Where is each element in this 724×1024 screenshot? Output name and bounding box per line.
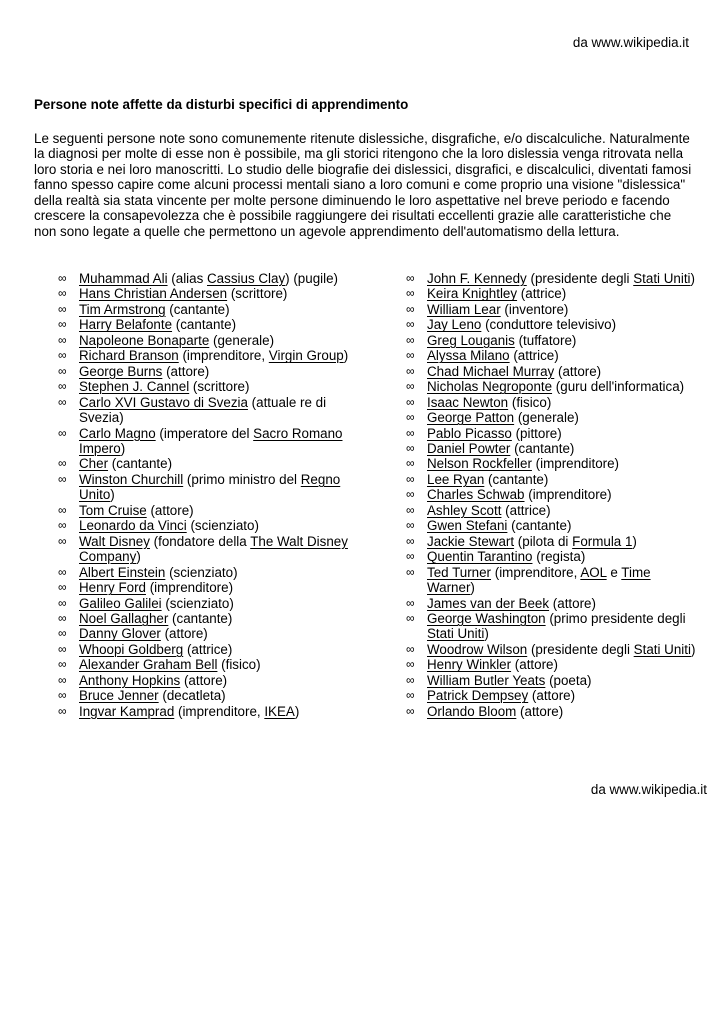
item-description: (generale) bbox=[209, 332, 275, 348]
item-description: (guru dell'informatica) bbox=[552, 379, 685, 395]
item-description: (imprenditore, bbox=[491, 564, 581, 580]
wiki-link[interactable]: Chad Michael Murray bbox=[427, 363, 555, 379]
list-item bbox=[406, 657, 696, 672]
list-item bbox=[58, 626, 353, 641]
item-description: ) bbox=[136, 549, 141, 565]
item-description: ) bbox=[690, 271, 695, 286]
wiki-link[interactable]: Charles Schwab bbox=[427, 487, 525, 503]
wiki-link[interactable]: Hans Christian Andersen bbox=[79, 286, 228, 302]
wiki-link[interactable]: Stati Uniti bbox=[633, 641, 691, 657]
bullet-icon: ∞ bbox=[58, 610, 67, 625]
item-description: ) bbox=[484, 626, 489, 642]
item-description: (fondatore della bbox=[149, 533, 251, 549]
item-description: (regista) bbox=[532, 549, 586, 565]
wiki-link[interactable]: John F. Kennedy bbox=[427, 271, 527, 286]
wiki-link[interactable]: Albert Einstein bbox=[79, 564, 166, 580]
bullet-icon: ∞ bbox=[406, 564, 415, 579]
item-description: (attore) bbox=[160, 626, 208, 642]
item-description: ) bbox=[690, 641, 696, 657]
item-description: (attore) bbox=[516, 703, 564, 719]
wiki-link[interactable]: Isaac Newton bbox=[427, 394, 509, 410]
item-description: (primo ministro del bbox=[183, 471, 301, 487]
bullet-icon: ∞ bbox=[406, 379, 415, 394]
item-description: (attrice) bbox=[183, 641, 233, 657]
item-description: (scrittore) bbox=[227, 286, 288, 302]
bullet-icon: ∞ bbox=[406, 672, 415, 687]
wiki-link[interactable]: The Walt Disney Company bbox=[79, 533, 348, 565]
list-item bbox=[406, 565, 696, 596]
bullet-icon: ∞ bbox=[58, 672, 67, 687]
bullet-icon: ∞ bbox=[58, 595, 67, 610]
bullet-icon: ∞ bbox=[406, 487, 415, 502]
bullet-icon: ∞ bbox=[406, 301, 415, 316]
wiki-link[interactable]: Greg Louganis bbox=[427, 332, 515, 348]
wiki-link[interactable]: Walt Disney bbox=[79, 533, 150, 549]
source-note-bottom: da www.wikipedia.it bbox=[590, 782, 707, 797]
list-item bbox=[58, 456, 353, 471]
item-description: (imprenditore) bbox=[145, 580, 234, 596]
bullet-icon: ∞ bbox=[406, 518, 415, 533]
wiki-link[interactable]: Ingvar Kamprad bbox=[79, 703, 175, 719]
bullet-icon: ∞ bbox=[58, 317, 67, 332]
wiki-link[interactable]: Carlo XVI Gustavo di Svezia bbox=[79, 394, 248, 410]
bullet-icon: ∞ bbox=[406, 688, 415, 703]
bullet-icon: ∞ bbox=[58, 379, 67, 394]
list-item bbox=[406, 333, 696, 348]
list-item bbox=[58, 518, 353, 533]
item-description: (imprenditore) bbox=[531, 456, 620, 472]
item-description: (fisico) bbox=[508, 394, 552, 410]
item-description: ) bbox=[120, 440, 126, 456]
list-item bbox=[58, 657, 353, 672]
list-item bbox=[58, 395, 353, 426]
list-item bbox=[58, 426, 353, 457]
bullet-icon: ∞ bbox=[406, 348, 415, 363]
intro-paragraph: Le seguenti persone note sono comunemente ritenute dislessiche, disgrafiche, e/o discalculiche. Naturalmente la diagnosi per molte di esse non è possibile, ma gli storici ritengono che la loro dislessia venga ritrovata nella loro storia e nei loro manoscritti. Lo studio delle biografie dei dislessici, disgrafici, e discalculici, diventati famosi fanno spesso capire come alcuni processi mentali siano a loro comuni e come proprio una visione "dislessica" della realtà sia stata vincente per molte persone diminuendo le loro aspettative nel breve periodo e facendo crescere la consapevolezza che è possibile raggiungere dei risultati eccellenti grazie alle caratteristiche che non sono legate a quelle che permettono un agevole apprendimento dell'automatismo della lettura. bbox=[34, 131, 692, 239]
wiki-link[interactable]: Gwen Stefani bbox=[427, 518, 508, 534]
item-description: (attore) bbox=[162, 363, 210, 379]
list-item bbox=[406, 456, 696, 471]
item-description: (cantante) bbox=[510, 440, 575, 456]
item-description: (alias bbox=[167, 271, 208, 286]
list-item bbox=[406, 286, 696, 301]
list-item bbox=[406, 472, 696, 487]
bullet-icon: ∞ bbox=[58, 641, 67, 656]
item-description: (cantante) bbox=[165, 301, 230, 317]
list-item bbox=[58, 580, 353, 595]
bullet-icon: ∞ bbox=[406, 317, 415, 332]
bullet-icon: ∞ bbox=[58, 301, 67, 316]
bullet-icon: ∞ bbox=[58, 456, 67, 471]
bullet-icon: ∞ bbox=[58, 286, 67, 301]
list-item bbox=[406, 271, 696, 286]
bullet-icon: ∞ bbox=[406, 332, 415, 347]
bullet-icon: ∞ bbox=[406, 595, 415, 610]
item-description: (tuffatore) bbox=[514, 332, 577, 348]
wiki-link[interactable]: Alyssa Milano bbox=[427, 348, 510, 364]
item-description: (attuale re di Svezia) bbox=[79, 394, 327, 426]
wiki-link[interactable]: Lee Ryan bbox=[427, 471, 485, 487]
bullet-icon: ∞ bbox=[406, 363, 415, 378]
item-description: (imperatore del bbox=[155, 425, 254, 441]
list-item bbox=[406, 317, 696, 332]
wiki-link[interactable]: Jay Leno bbox=[427, 317, 482, 333]
item-description: ) (pugile) bbox=[285, 271, 338, 286]
wiki-link[interactable]: George Patton bbox=[427, 410, 515, 426]
item-description: (cantante) bbox=[108, 456, 173, 472]
list-item bbox=[406, 503, 696, 518]
bullet-icon: ∞ bbox=[406, 425, 415, 440]
list-item bbox=[406, 534, 696, 549]
wiki-link[interactable]: AOL bbox=[580, 564, 607, 580]
wiki-link[interactable]: William Butler Yeats bbox=[427, 672, 546, 688]
wiki-link[interactable]: Virgin Group bbox=[268, 348, 344, 364]
wiki-link[interactable]: Alexander Graham Bell bbox=[79, 657, 218, 673]
bullet-icon: ∞ bbox=[406, 271, 415, 285]
people-list-right bbox=[406, 271, 696, 719]
wiki-link[interactable]: Cher bbox=[79, 456, 109, 472]
item-description: (attrice) bbox=[509, 348, 559, 364]
people-list-left bbox=[58, 271, 353, 719]
item-description: (attore) bbox=[511, 657, 558, 673]
bullet-icon: ∞ bbox=[58, 502, 67, 517]
bullet-icon: ∞ bbox=[58, 580, 67, 595]
wiki-link[interactable]: Harry Belafonte bbox=[79, 317, 173, 333]
item-description: (imprenditore, bbox=[178, 348, 269, 364]
list-item bbox=[58, 688, 353, 703]
wiki-link[interactable]: Ted Turner bbox=[427, 564, 492, 580]
list-item bbox=[58, 596, 353, 611]
wiki-link[interactable]: Galileo Galilei bbox=[79, 595, 162, 611]
bullet-icon: ∞ bbox=[406, 456, 415, 471]
item-description: (attore) bbox=[554, 363, 602, 379]
item-description: (scienziato) bbox=[165, 564, 238, 580]
bullet-icon: ∞ bbox=[406, 703, 415, 718]
bullet-icon: ∞ bbox=[406, 394, 415, 409]
wiki-link[interactable]: Cassius Clay bbox=[207, 271, 286, 286]
wiki-link[interactable]: Daniel Powter bbox=[427, 440, 511, 456]
wiki-link[interactable]: Noel Gallagher bbox=[79, 610, 169, 626]
wiki-link[interactable]: Winston Churchill bbox=[79, 471, 184, 487]
wiki-link[interactable]: William Lear bbox=[427, 301, 501, 317]
item-description: (generale) bbox=[514, 410, 579, 426]
bullet-icon: ∞ bbox=[406, 410, 415, 425]
item-description: (presidente degli bbox=[526, 271, 634, 286]
item-description: (scrittore) bbox=[189, 379, 250, 395]
wiki-link[interactable]: Tom Cruise bbox=[79, 502, 147, 518]
wiki-link[interactable]: Stati Uniti bbox=[427, 626, 485, 642]
bullet-icon: ∞ bbox=[406, 533, 415, 548]
page-title: Persone note affette da disturbi specifici di apprendimento bbox=[34, 97, 409, 112]
bullet-icon: ∞ bbox=[58, 363, 67, 378]
wiki-link[interactable]: Sacro Romano Impero bbox=[79, 425, 343, 456]
list-item bbox=[406, 441, 696, 456]
item-description: (attrice) bbox=[517, 286, 567, 302]
wiki-link[interactable]: Jackie Stewart bbox=[427, 533, 515, 549]
list-item bbox=[406, 518, 696, 533]
item-description: (pittore) bbox=[511, 425, 562, 441]
wiki-link[interactable]: Patrick Dempsey bbox=[427, 688, 529, 704]
item-description: ) bbox=[470, 580, 475, 596]
wiki-link[interactable]: Muhammad Ali bbox=[79, 271, 168, 286]
item-description: (pilota di bbox=[514, 533, 573, 549]
list-item bbox=[406, 688, 696, 703]
list-item bbox=[58, 534, 353, 565]
wiki-link[interactable]: Whoopi Goldberg bbox=[79, 641, 184, 657]
bullet-icon: ∞ bbox=[406, 440, 415, 455]
bullet-icon: ∞ bbox=[406, 471, 415, 486]
item-description: (cantante) bbox=[172, 317, 237, 333]
bullet-icon: ∞ bbox=[58, 564, 67, 579]
bullet-icon: ∞ bbox=[58, 394, 67, 409]
item-description: ) bbox=[110, 487, 115, 503]
bullet-icon: ∞ bbox=[406, 502, 415, 517]
item-description: (attore) bbox=[180, 672, 228, 688]
item-description: (inventore) bbox=[500, 301, 569, 317]
wiki-link[interactable]: Stati Uniti bbox=[633, 271, 691, 286]
wiki-link[interactable]: Henry Winkler bbox=[427, 657, 512, 673]
item-description: (attore) bbox=[549, 595, 596, 611]
list-item bbox=[58, 704, 353, 719]
list-item bbox=[406, 673, 696, 688]
item-description: (fisico) bbox=[217, 657, 261, 673]
list-item bbox=[406, 487, 696, 502]
list-item bbox=[406, 379, 696, 394]
bullet-icon: ∞ bbox=[58, 688, 67, 703]
list-item bbox=[58, 333, 353, 348]
item-description: (cantante) bbox=[168, 610, 233, 626]
bullet-icon: ∞ bbox=[406, 657, 415, 672]
wiki-link[interactable]: Formula 1 bbox=[572, 533, 633, 549]
item-description: (conduttore televisivo) bbox=[481, 317, 617, 333]
wiki-link[interactable]: Henry Ford bbox=[79, 580, 146, 596]
list-item bbox=[406, 410, 696, 425]
item-description: (presidente degli bbox=[527, 641, 634, 657]
item-description: (attore) bbox=[146, 502, 194, 518]
item-description: (decatleta) bbox=[158, 688, 226, 704]
list-item bbox=[406, 704, 696, 719]
bullet-icon: ∞ bbox=[58, 471, 67, 486]
item-description: (imprenditore, bbox=[174, 703, 265, 719]
wiki-link[interactable]: Time Warner bbox=[427, 564, 651, 596]
item-description: (primo presidente degli bbox=[545, 610, 686, 626]
list-item bbox=[406, 364, 696, 379]
item-description: ) bbox=[632, 533, 637, 549]
bullet-icon: ∞ bbox=[58, 271, 67, 285]
list-item bbox=[58, 565, 353, 580]
list-item bbox=[58, 472, 353, 503]
item-description: (scienziato) bbox=[161, 595, 234, 611]
wiki-link[interactable]: Ashley Scott bbox=[427, 502, 502, 518]
wiki-link[interactable]: Regno Unito bbox=[79, 471, 341, 503]
wiki-link[interactable]: Carlo Magno bbox=[79, 425, 156, 441]
list-item bbox=[406, 302, 696, 317]
wiki-link[interactable]: IKEA bbox=[264, 703, 295, 719]
list-item bbox=[406, 596, 696, 611]
bullet-icon: ∞ bbox=[406, 286, 415, 301]
wiki-link[interactable]: Anthony Hopkins bbox=[79, 672, 181, 688]
item-description: (imprenditore) bbox=[524, 487, 612, 503]
bullet-icon: ∞ bbox=[406, 610, 415, 625]
wiki-link[interactable]: George Washington bbox=[427, 610, 546, 626]
wiki-link[interactable]: Nicholas Negroponte bbox=[427, 379, 553, 395]
list-item bbox=[406, 426, 696, 441]
item-description: (poeta) bbox=[545, 672, 592, 688]
wiki-link[interactable]: Danny Glover bbox=[79, 626, 161, 642]
bullet-icon: ∞ bbox=[58, 348, 67, 363]
list-item bbox=[58, 271, 353, 286]
wiki-link[interactable]: Keira Knightley bbox=[427, 286, 518, 302]
wiki-link[interactable]: Orlando Bloom bbox=[427, 703, 517, 719]
list-item bbox=[58, 317, 353, 332]
list-item bbox=[406, 611, 696, 642]
list-item bbox=[406, 395, 696, 410]
list-item bbox=[58, 364, 353, 379]
item-description: (attrice) bbox=[501, 502, 551, 518]
bullet-icon: ∞ bbox=[58, 657, 67, 672]
list-item bbox=[58, 379, 353, 394]
list-item bbox=[58, 286, 353, 301]
wiki-link[interactable]: Bruce Jenner bbox=[79, 688, 159, 704]
bullet-icon: ∞ bbox=[58, 332, 67, 347]
wiki-link[interactable]: James van der Beek bbox=[427, 595, 550, 611]
bullet-icon: ∞ bbox=[406, 549, 415, 564]
list-item bbox=[58, 642, 353, 657]
wiki-link[interactable]: Quentin Tarantino bbox=[427, 549, 533, 565]
bullet-icon: ∞ bbox=[58, 533, 67, 548]
wiki-link[interactable]: Woodrow Wilson bbox=[427, 641, 528, 657]
wiki-link[interactable]: Pablo Picasso bbox=[427, 425, 512, 441]
wiki-link[interactable]: Tim Armstrong bbox=[79, 301, 166, 317]
bullet-icon: ∞ bbox=[58, 518, 67, 533]
list-item bbox=[406, 642, 696, 657]
bullet-icon: ∞ bbox=[58, 626, 67, 641]
list-item bbox=[58, 673, 353, 688]
source-note-top: da www.wikipedia.it bbox=[572, 35, 689, 50]
list-item bbox=[58, 302, 353, 317]
list-item bbox=[58, 503, 353, 518]
bullet-icon: ∞ bbox=[406, 641, 415, 656]
wiki-link[interactable]: Leonardo da Vinci bbox=[79, 518, 187, 534]
list-item bbox=[58, 348, 353, 363]
item-description: ) bbox=[343, 348, 349, 364]
bullet-icon: ∞ bbox=[58, 703, 67, 718]
item-description: ) bbox=[294, 703, 300, 719]
item-description: (cantante) bbox=[484, 471, 549, 487]
wiki-link[interactable]: Stephen J. Cannel bbox=[79, 379, 190, 395]
list-item bbox=[406, 348, 696, 363]
item-description: (cantante) bbox=[507, 518, 572, 534]
bullet-icon: ∞ bbox=[58, 425, 67, 440]
list-item bbox=[58, 611, 353, 626]
wiki-link[interactable]: George Burns bbox=[79, 363, 163, 379]
wiki-link[interactable]: Richard Branson bbox=[79, 348, 179, 364]
wiki-link[interactable]: Nelson Rockfeller bbox=[427, 456, 532, 472]
wiki-link[interactable]: Napoleone Bonaparte bbox=[79, 332, 210, 348]
item-description: e bbox=[606, 564, 622, 580]
item-description: (attore) bbox=[528, 688, 576, 704]
list-item bbox=[406, 549, 696, 564]
item-description: (scienziato) bbox=[186, 518, 259, 534]
